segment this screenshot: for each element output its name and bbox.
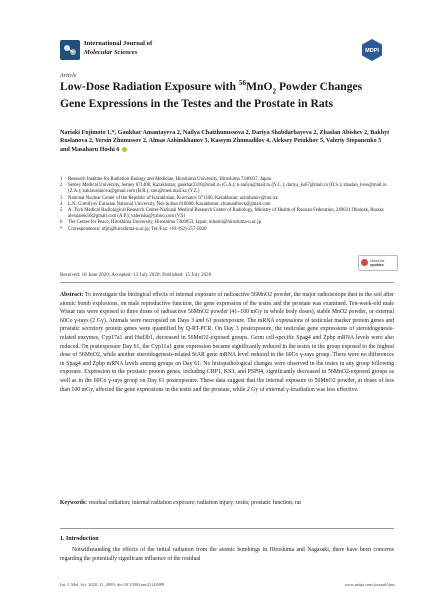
keywords-text: residual radiation; internal radiation exposure; radiation injury; testis; prostatic function; rat: [88, 500, 302, 506]
abstract-label: Abstract:: [60, 292, 84, 298]
journal-logo: [60, 40, 80, 60]
correspondence: * Correspondence: nfjm@hiroshima-u.ac.jp; Tel./Fax: +81-(82)-257-5820: [60, 226, 207, 232]
affiliation-item: 5 A. Tsyb Medical Radiological Research Center-National Medical Research Center of Radiology, Ministry of Health of Russian Federation, 249031 Obninsk, Russia; alexnarek56@gmail.com (A.P.); valerisha@yahoo.com (V.S): [60, 208, 385, 220]
affiliation-item: 1 Research Institute for Radiation Biology and Medicine, Hiroshima University, Hiroshima 7340037, Japan: [60, 177, 271, 182]
affiliation-item: 3 National Nuclear Center of the Republic of Kazakhstan, Kurchatov 071100, Kazakhstan; azimhanov@nnc.kz: [60, 195, 278, 201]
affiliations: [60, 177, 390, 233]
article-type: Article: [60, 73, 77, 79]
orcid-icon[interactable]: [122, 147, 127, 152]
affiliation-item: 4 L.N. Gumilyov Eurasian National University, Nur-Sultan 010000, Kazakhstan; zhumadilovk@gmail.com: [60, 201, 271, 207]
check-updates-icon: [361, 259, 368, 266]
article-title: Low-Dose Radiation Exposure with $^{56}$MnO$_2$ Powder Changes Gene Expressions in the Testes and the Prostate in Rats: [60, 79, 363, 111]
check-updates-line2: updates: [370, 263, 384, 267]
divider: [60, 282, 394, 283]
journal-url-link[interactable]: www.mdpi.com/journal/ijms: [344, 582, 395, 587]
citation-footer: Int. J. Mol. Sci. 2020, 21, 4989; doi:10.3390/ijms21144989: [60, 582, 165, 587]
mdpi-logo-text: MDPI: [365, 48, 379, 54]
check-for-updates-button[interactable]: [358, 255, 398, 271]
affiliation-item: 6 The Center for Peace, Hiroshima University, Hiroshima 7300053, Japan; mhoshi@hiroshima-u.ac.jp: [60, 220, 262, 226]
divider: [60, 528, 394, 529]
author-list: [60, 129, 390, 154]
keywords: [60, 499, 394, 508]
journal-name-line1: International Journal of: [84, 40, 153, 47]
journal-name: [84, 40, 152, 57]
keywords-label: Keywords:: [60, 500, 88, 506]
check-updates-line1: check for: [370, 259, 385, 263]
intro-paragraph: Notwithstanding the effects of the initial radiation from the atomic bombings in Hiroshima and Nagasaki, there have been concerns regarding the potentially significant influence of the residual: [60, 547, 394, 562]
mdpi-logo: [360, 38, 384, 62]
section-heading: 1. Introduction: [60, 536, 99, 542]
abstract-text: To investigate the biological effects of internal exposure of radioactive 56MnO2 powder, the major radioisotope dust in the soil after atomic bomb explosions, on male reproductive function, the gene expression of the testes and the prostate was examined. Ten-week-old male Wistar rats were exposed to three doses of radioactive 56MnO2 powder (41–100 mGy in whole body doses), stable MnO2 powder, or external 60Co γ-rays (2 Gy). Animals were necropsied on Days 3 and 61 postexposure. The mRNA expressions of testicular marker protein genes and prostatic secretory protein genes were quantified by Q-RT-PCR. On Day 3 postexposure, the testicular gene expressions of steroidogenesis-related enzymes, Cyp17a1 and Hsd3b1, decreased in 56MnO2-exposed groups. Germ cell-specific Spag4 and Zpbp mRNA levels were also reduced. On postexposure Day 61, the Cyp11a1 gene expression became significantly reduced in the testes in the group exposed to the highest dose of 56MnO2, while another steroidogenesis-related StAR gene mRNA level reduced in the 60Co γ-rays group. There were no differences in Spag4 and Zpbp mRNA levels among groups on Day 61. No histopathological changes were observed in the testes in any group following exposure. Expression in the prostatic protein genes, including CRP1, KS3, and PSP94, significantly decreased in 56MnO2-exposed groups as well as in the 60Co γ-rays group on Day 61 postexposure. These data suggest that the internal exposure to 56MnO2 powder, at doses of less than 100 mGy, affected the gene expressions in the testis and the prostate, while 2 Gy of external γ-irradiation was less effective.: [60, 292, 394, 393]
authors-text: Nariaki Fujimoto 1,*, Gaukhar Amantayeva 2, Nailya Chaizhunussova 2, Dariya Shabdarbayeva 2, Zhaslan Abishev 2, Bakhyt Ruslanova 2, Yersin Zhunussov 2, Almas Azhimkhanov 3, Kassym Zhumadilov 4, Aleksey Petukhov 5, Valeriy Stepanenko 5 and Masaharu Hoshi 6: [60, 130, 390, 153]
journal-name-line2: Molecular Sciences: [84, 48, 138, 56]
publication-dates: Received: 18 June 2020; Accepted: 13 July 2020; Published: 15 July 2020: [60, 272, 212, 278]
affiliation-item: 2 Semey Medical University, Semey 071400, Kazakhstan; gaukhar2310@mail.ru (G.A.); n.nailya@mail.ru (N.C.); dariya_ks67@mail.ru (D.S.); zhaslan_love@mail.ru (Z.A.); baharuslanova@gmail.com (B.R.); smu@med.mail.kz (Y.Z.): [60, 183, 387, 195]
abstract: [60, 291, 394, 394]
